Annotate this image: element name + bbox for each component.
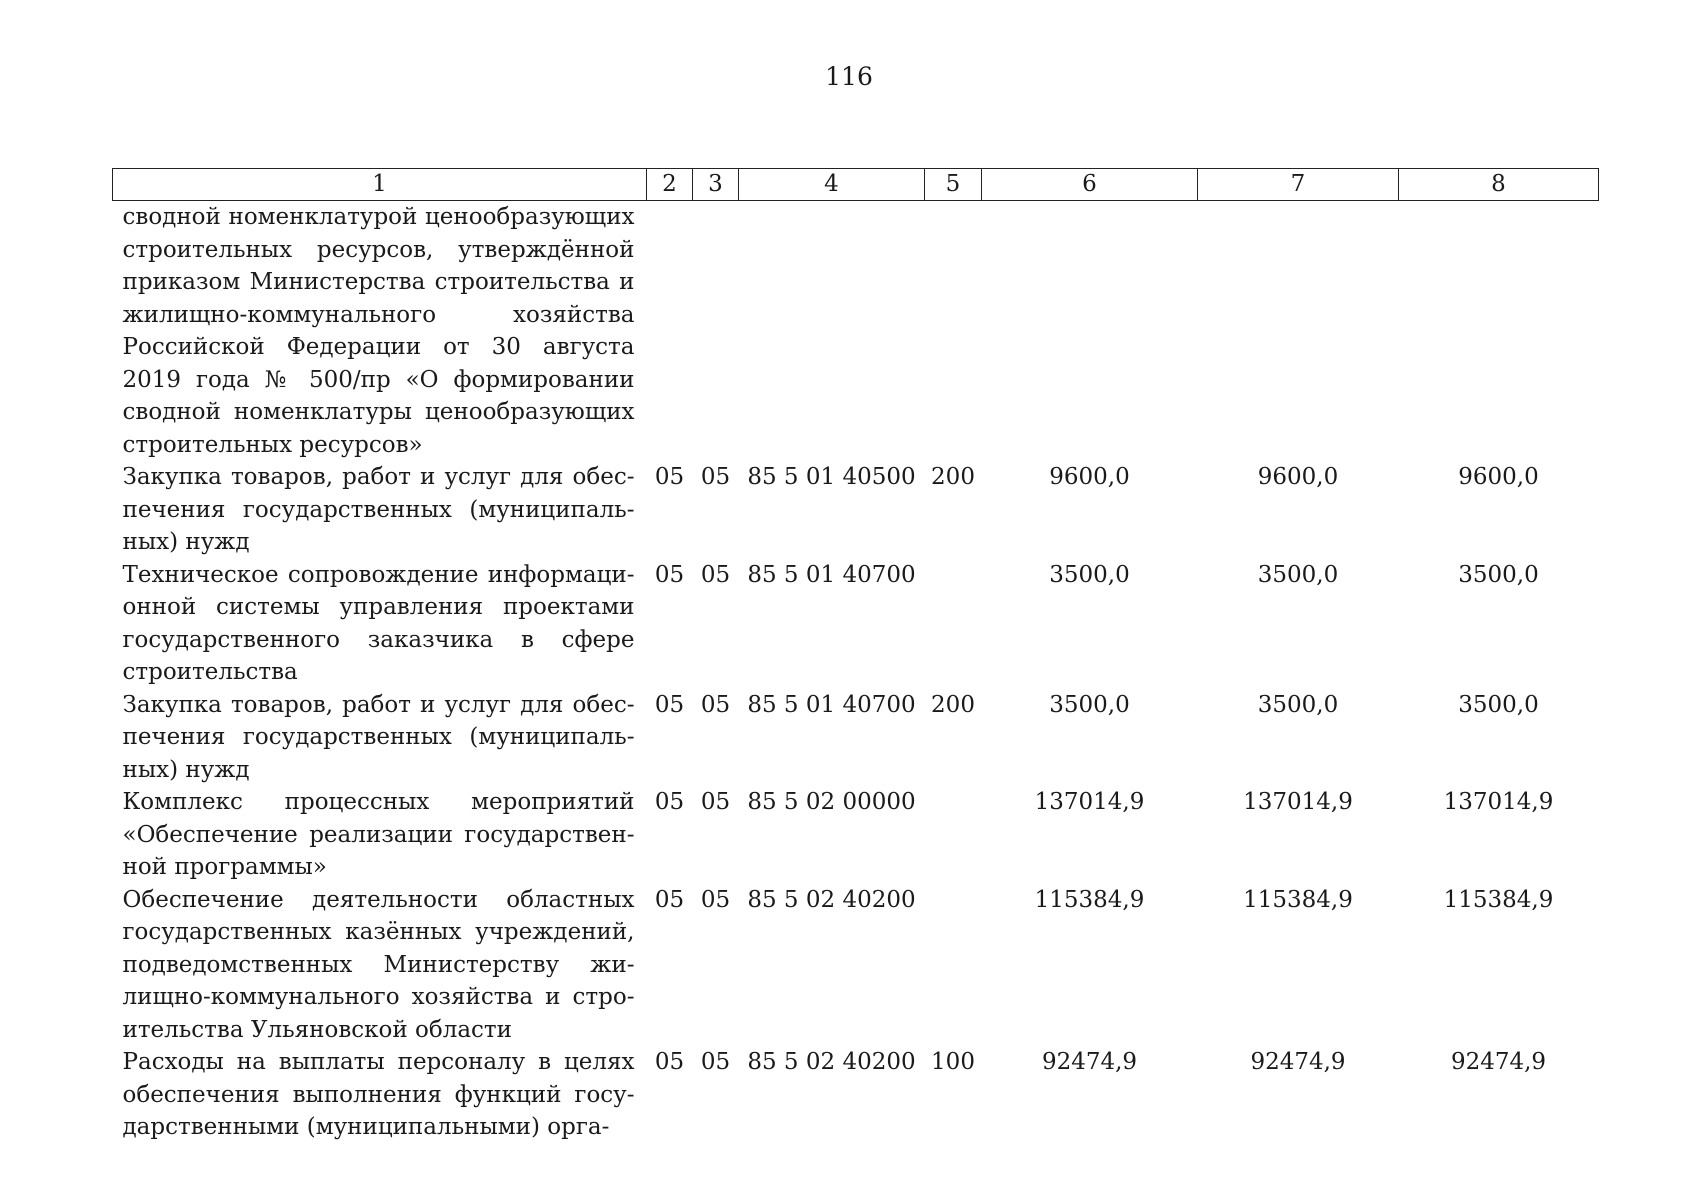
- table-row: [113, 201, 1599, 462]
- row-amount-7: 115384,9: [1243, 886, 1353, 913]
- column-number-7: 7: [1198, 169, 1399, 201]
- row-target-article: 85 5 02 40200: [747, 886, 916, 913]
- table-row: [113, 689, 1599, 787]
- row-expense-type: 200: [931, 691, 975, 718]
- row-amount-7: 3500,0: [1257, 691, 1339, 718]
- row-expense-type: [925, 884, 982, 1047]
- row-expense-type: [925, 559, 982, 689]
- table-header: [113, 169, 1599, 201]
- row-section: 05: [654, 789, 685, 815]
- table-row: [113, 786, 1599, 884]
- row-subsection: [693, 201, 739, 462]
- row-subsection: 05: [700, 464, 731, 490]
- row-target-article: 85 5 01 40700: [747, 691, 916, 718]
- column-number-8: 8: [1399, 169, 1599, 201]
- row-amount-6: 92474,9: [1041, 1049, 1138, 1075]
- row-target-article: 85 5 01 40500: [747, 464, 916, 490]
- row-amount-7: [1198, 201, 1399, 462]
- row-subsection: 05: [700, 561, 731, 588]
- row-section: 05: [654, 561, 685, 588]
- row-amount-8: 3500,0: [1458, 691, 1539, 718]
- row-amount-8: 137014,9: [1443, 789, 1554, 815]
- row-name: Расходы на выплаты персоналу в целях обеспечения выполнения функций государственными (муниципальными) орга-: [122, 1049, 635, 1140]
- row-expense-type: 100: [931, 1049, 975, 1075]
- table-row: [113, 1046, 1599, 1144]
- column-number-3: 3: [693, 169, 739, 201]
- row-section: 05: [654, 464, 685, 490]
- row-subsection: 05: [700, 789, 731, 815]
- page-number: 116: [825, 62, 873, 91]
- row-section: 05: [654, 691, 685, 718]
- row-amount-6: 137014,9: [1034, 789, 1145, 815]
- row-amount-7: 9600,0: [1257, 464, 1339, 490]
- row-name: Закупка товаров, работ и услуг для обеспечения государственных (муниципальных) нужд: [122, 691, 635, 783]
- row-amount-6: 3500,0: [1049, 561, 1130, 588]
- row-subsection: 05: [700, 1049, 731, 1075]
- row-section: 05: [654, 886, 685, 913]
- row-subsection: 05: [700, 691, 731, 718]
- row-section: [647, 201, 693, 462]
- row-name: сводной номенклатурой ценообразующих строительных ресурсов, утверждённой приказом Министерства строительства и жилищно-коммунального хозяйства Российской Федерации от 30 августа 2019 года № 500/пр «О формировании сводной номенклатуры ценообразующих строительных ресурсов»: [122, 204, 635, 458]
- row-amount-6: [982, 201, 1198, 462]
- row-name: Техническое сопровождение информационной системы управления проектами государственного заказчика в сфере строительства: [122, 561, 635, 685]
- column-number-1: 1: [113, 169, 647, 201]
- column-number-6: 6: [982, 169, 1198, 201]
- table-row: [113, 884, 1599, 1047]
- row-amount-8: 115384,9: [1443, 886, 1554, 913]
- row-amount-6: 9600,0: [1049, 464, 1130, 490]
- row-expense-type: [925, 201, 982, 462]
- row-amount-7: 92474,9: [1250, 1049, 1346, 1075]
- row-name: Комплекс процессных мероприятий «Обеспечение реализации государственной программы»: [122, 789, 635, 880]
- row-amount-7: 137014,9: [1243, 789, 1353, 815]
- row-amount-8: 92474,9: [1450, 1049, 1547, 1075]
- row-amount-6: 3500,0: [1049, 691, 1130, 718]
- row-amount-6: 115384,9: [1034, 886, 1145, 913]
- row-amount-8: 3500,0: [1458, 561, 1539, 588]
- row-section: 05: [654, 1049, 685, 1075]
- row-target-article: 85 5 02 40200: [747, 1049, 916, 1075]
- row-name: Обеспечение деятельности областных государственных казённых учреждений, подведомственных Министерству жилищно-коммунального хозяйства и строительства Ульяновской области: [122, 886, 635, 1043]
- table-body: [113, 201, 1599, 1144]
- budget-table: [112, 168, 1599, 1144]
- row-expense-type: [925, 786, 982, 884]
- table-row: [113, 559, 1599, 689]
- header-row: [113, 169, 1599, 201]
- row-amount-8: [1399, 201, 1599, 462]
- table-row: [113, 461, 1599, 559]
- column-number-2: 2: [647, 169, 693, 201]
- row-subsection: 05: [700, 886, 731, 913]
- row-target-article: [739, 201, 925, 462]
- row-target-article: 85 5 02 00000: [747, 789, 916, 815]
- row-expense-type: 200: [931, 464, 975, 490]
- row-amount-7: 3500,0: [1257, 561, 1339, 588]
- row-target-article: 85 5 01 40700: [747, 561, 916, 588]
- column-number-4: 4: [739, 169, 925, 201]
- column-number-5: 5: [925, 169, 982, 201]
- row-amount-8: 9600,0: [1458, 464, 1539, 490]
- row-name: Закупка товаров, работ и услуг для обеспечения государственных (муниципальных) нужд: [122, 464, 635, 555]
